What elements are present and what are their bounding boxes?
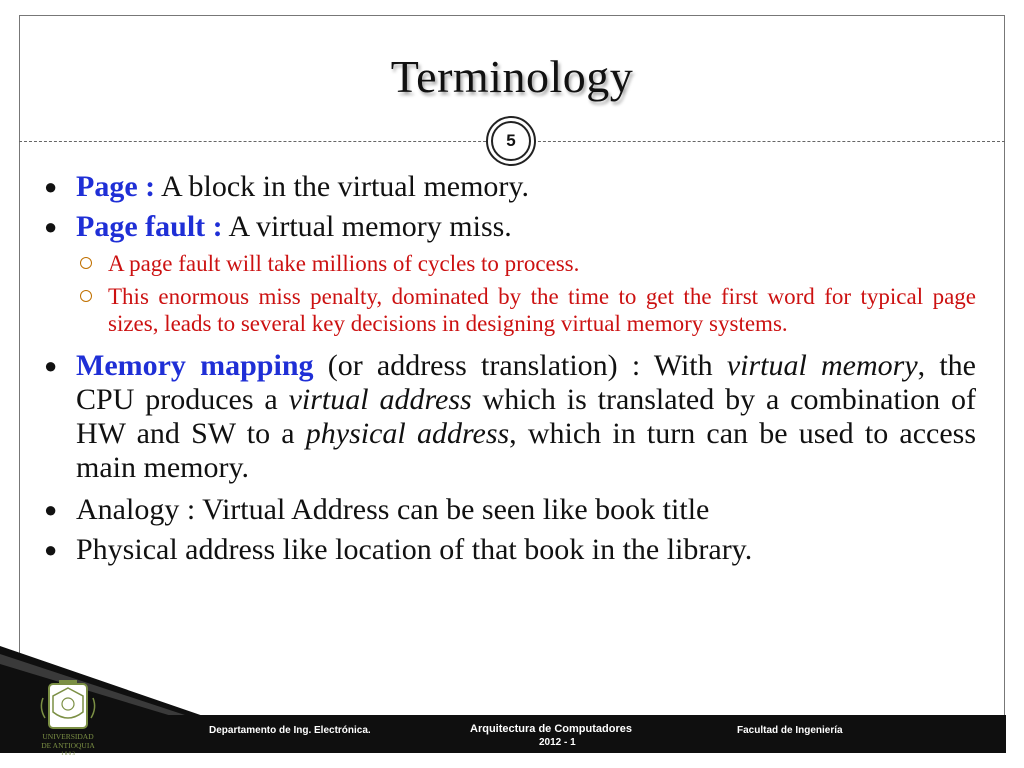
bullet-page bbox=[44, 170, 976, 204]
bullet-dot: ● bbox=[44, 353, 58, 378]
bullet-memory-mapping bbox=[44, 349, 976, 485]
sub-bullet bbox=[44, 250, 976, 277]
bullet-text: A virtual memory miss. bbox=[222, 210, 512, 243]
slide-number-badge bbox=[486, 116, 536, 166]
footer-wedge bbox=[0, 640, 1024, 720]
footer-term: 2012 - 1 bbox=[539, 737, 576, 748]
footer-faculty: Facultad de Ingeniería bbox=[737, 725, 843, 736]
mapping-text: , which in turn can be used to access main memory. bbox=[76, 417, 976, 484]
circle-bullet-icon bbox=[80, 257, 92, 269]
slide-content bbox=[44, 170, 976, 573]
mapping-italic: virtual address bbox=[288, 383, 472, 416]
term-memory-mapping: Memory mapping bbox=[76, 349, 314, 382]
slide-title: Terminology bbox=[390, 51, 634, 102]
bullet-physical-address bbox=[44, 533, 976, 567]
analogy-text: Physical address like location of that book in the library. bbox=[76, 533, 753, 566]
bullet-dot: ● bbox=[44, 537, 58, 562]
bullet-text: A block in the virtual memory. bbox=[155, 170, 529, 203]
sub-bullet-text: This enormous miss penalty, dominated by the time to get the first word for typical page sizes, leads to several key decisions in designing virtual memory systems. bbox=[108, 284, 976, 336]
bullet-dot: ● bbox=[44, 497, 58, 522]
logo-text-line1: UNIVERSIDAD bbox=[42, 732, 94, 741]
term-page: Page : bbox=[76, 170, 156, 203]
bullet-page-fault bbox=[44, 210, 976, 244]
bullet-dot: ● bbox=[44, 174, 58, 199]
mapping-text: (or address translation) : With bbox=[313, 349, 727, 382]
term-page-fault: Page fault : bbox=[76, 210, 223, 243]
bullet-analogy bbox=[44, 493, 976, 527]
sub-bullet-text: A page fault will take millions of cycles to process. bbox=[108, 251, 580, 276]
logo-text-line2: DE ANTIOQUIA bbox=[41, 741, 95, 750]
logo-text-line3: 1 8 0 3 bbox=[61, 752, 75, 757]
mapping-italic: physical address bbox=[305, 417, 510, 450]
circle-bullet-icon bbox=[80, 290, 92, 302]
mapping-italic: virtual memory bbox=[726, 349, 918, 382]
sub-bullet bbox=[44, 283, 976, 337]
analogy-text: Analogy : Virtual Address can be seen like book title bbox=[76, 493, 710, 526]
mapping-text: , the CPU produces a bbox=[76, 349, 976, 416]
bullet-dot: ● bbox=[44, 214, 58, 239]
slide-number: 5 bbox=[491, 121, 531, 161]
footer-course: Arquitectura de Computadores bbox=[470, 723, 632, 735]
footer-department: Departamento de Ing. Electrónica. bbox=[209, 725, 371, 736]
mapping-text: which is translated by a combination of HW and SW to a bbox=[76, 383, 976, 450]
